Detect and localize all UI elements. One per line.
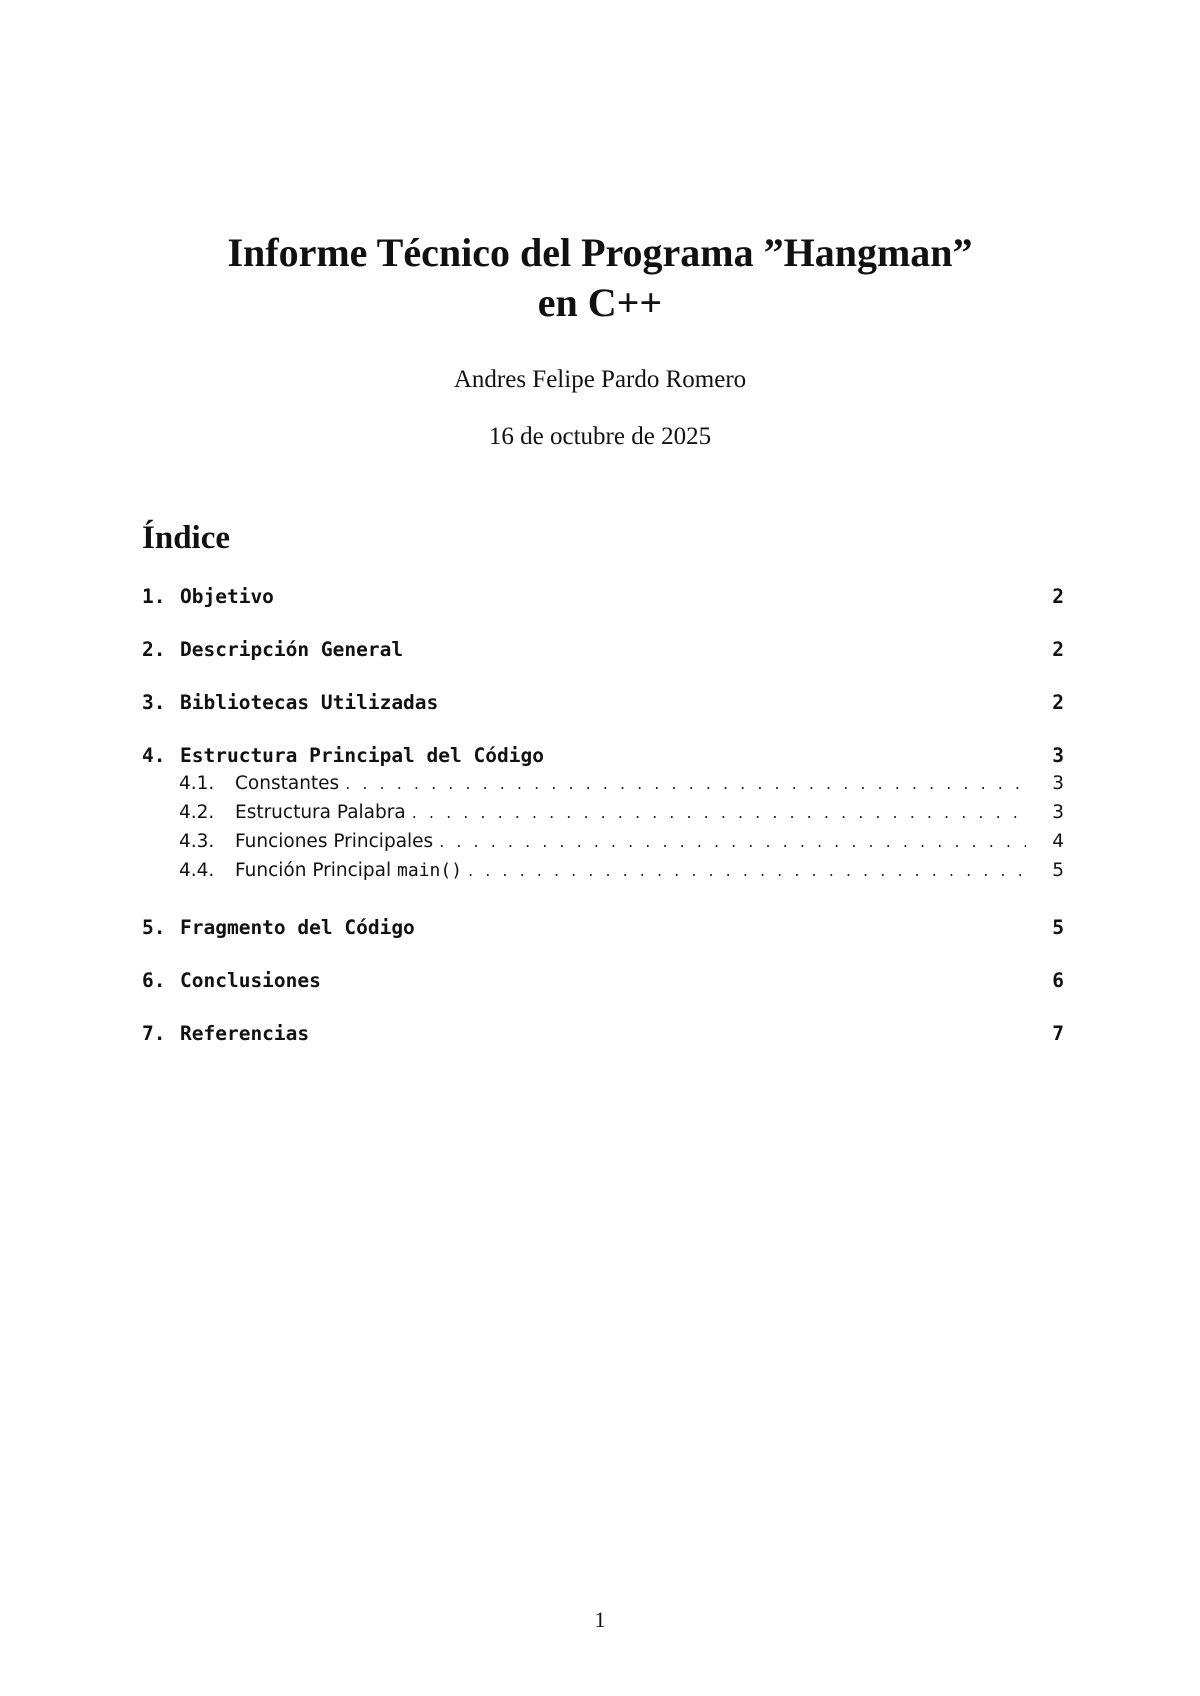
toc-entry-bibliotecas-utilizadas[interactable] (142, 691, 1064, 717)
toc-subentry-title: Estructura Palabra (235, 802, 406, 823)
toc-subentry-page: 5 (1052, 860, 1064, 881)
toc-entry-page: 2 (1052, 638, 1064, 661)
toc-entry-referencias[interactable] (142, 1022, 1064, 1048)
toc-entry-number: 5. (142, 916, 166, 939)
toc-subentry-constantes[interactable] (142, 773, 1064, 802)
toc-entry-number: 4. (142, 744, 166, 767)
date: 16 de octubre de 2025 (488, 423, 712, 450)
toc-entry-title: Fragmento del Código (180, 916, 415, 939)
toc-entry-page: 2 (1052, 585, 1064, 608)
toc-subentry-number: 4.3. (179, 831, 215, 852)
dot-leader (412, 803, 1026, 822)
dot-leader (468, 861, 1026, 880)
toc-entry-number: 3. (142, 691, 166, 714)
toc-subentry-number: 4.1. (179, 773, 215, 794)
toc-entry-number: 7. (142, 1022, 166, 1045)
toc-subentry-page: 4 (1052, 831, 1064, 852)
toc-entry-title: Conclusiones (180, 969, 321, 992)
toc-entry-page: 3 (1052, 744, 1064, 767)
toc-subentry-number: 4.2. (179, 802, 215, 823)
toc-entry-page: 6 (1052, 969, 1064, 992)
toc-subentry-page: 3 (1052, 802, 1064, 823)
toc-subentry-title (235, 860, 462, 881)
toc-entry-estructura-principal[interactable] (142, 744, 1064, 770)
toc-entry-objetivo[interactable] (142, 585, 1064, 611)
toc-subentry-title-text: Función Principal (235, 860, 392, 881)
toc-entry-page: 2 (1052, 691, 1064, 714)
toc-entry-number: 2. (142, 638, 166, 661)
title-line-1: Informe Técnico del Programa ”Hangman” (227, 230, 973, 275)
toc-subentry-page: 3 (1052, 773, 1064, 794)
toc-subentry-funcion-principal-main[interactable] (142, 860, 1064, 889)
toc-heading: Índice (142, 520, 231, 556)
title-line-2: en C++ (537, 280, 663, 325)
toc-subentry-number: 4.4. (179, 860, 215, 881)
toc-subentry-title: Funciones Principales (235, 831, 434, 852)
toc-entry-title: Bibliotecas Utilizadas (180, 691, 439, 714)
toc-entry-title: Descripción General (180, 638, 404, 661)
page-number: 1 (594, 1607, 606, 1632)
toc-entry-title: Estructura Principal del Código (180, 744, 544, 767)
toc-subsections (142, 773, 1064, 889)
dot-leader (345, 774, 1026, 793)
toc-subentry-estructura-palabra[interactable] (142, 802, 1064, 831)
author: Andres Felipe Pardo Romero (453, 366, 747, 393)
toc-subentry-code: main() (397, 860, 463, 881)
toc-entry-title: Objetivo (180, 585, 274, 608)
toc-entry-page: 5 (1052, 916, 1064, 939)
toc-entry-number: 6. (142, 969, 166, 992)
toc-entry-fragmento-codigo[interactable] (142, 916, 1064, 942)
toc-entry-page: 7 (1052, 1022, 1064, 1045)
toc-subentry-title: Constantes (235, 773, 340, 794)
toc-entry-descripcion-general[interactable] (142, 638, 1064, 664)
toc-subentry-funciones-principales[interactable] (142, 831, 1064, 860)
table-of-contents (142, 585, 1064, 1048)
dot-leader (439, 832, 1026, 851)
toc-entry-title: Referencias (180, 1022, 310, 1045)
toc-entry-number: 1. (142, 585, 166, 608)
document-title (0, 228, 1200, 328)
toc-entry-conclusiones[interactable] (142, 969, 1064, 995)
